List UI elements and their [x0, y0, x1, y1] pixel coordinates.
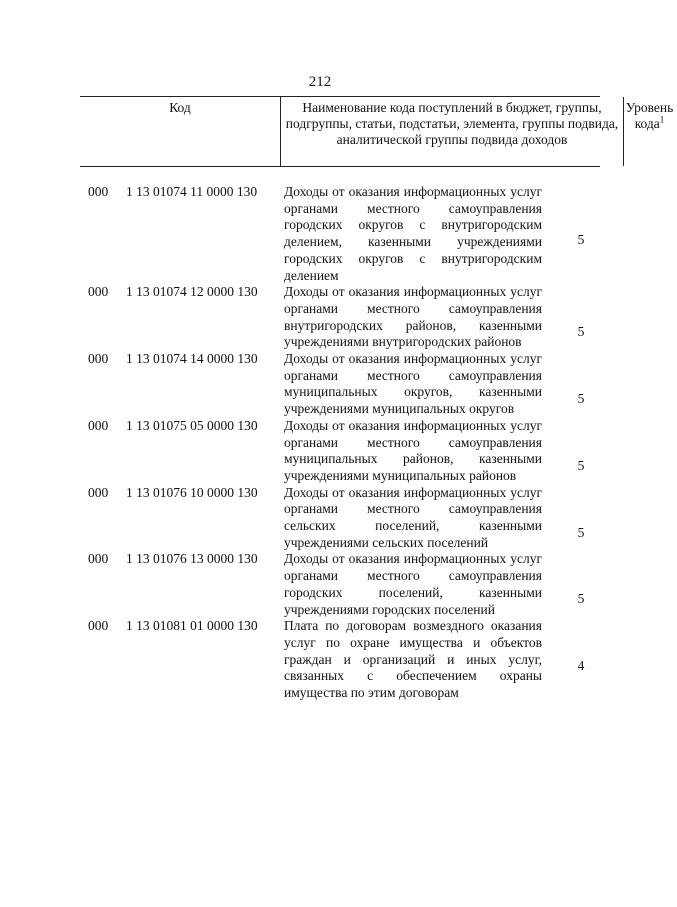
admin-code: 000 [88, 618, 109, 634]
code-level: 5 [577, 524, 585, 540]
code-level: 5 [577, 232, 585, 247]
table-body [88, 184, 600, 702]
admin-code: 000 [88, 484, 109, 500]
code-level: 4 [577, 658, 585, 674]
page-number: 212 [308, 74, 332, 90]
income-name: Доходы от оказания информационных услуг органами местного самоуправления городских поселений, казенными учреждениями городских поселений [284, 551, 542, 617]
table-row [88, 418, 600, 485]
income-name: Доходы от оказания информационных услуг органами местного самоуправления муниципальных районов, казенными учреждениями муниципальных районов [284, 417, 542, 483]
income-name: Плата по договорам возмездного оказания услуг по охране имущества и объектов граждан и организаций и иных услуг, связанных с обеспечением охраны имущества по этим договорам [284, 618, 542, 701]
table-row [88, 284, 600, 351]
table-row [88, 618, 600, 702]
table-row [88, 184, 600, 284]
income-name: Доходы от оказания информационных услуг органами местного самоуправления городских округов с внутригородским делением, казенными учреждениями городских округов с внутригородским делением [284, 184, 542, 283]
header-name: Наименование кода поступлений в бюджет, группы, подгруппы, статьи, подстатьи, элемента, группы подвида, аналитической группы подвида доходов [280, 97, 624, 166]
code-level: 5 [577, 324, 585, 340]
code-level: 5 [577, 591, 585, 607]
table-row [88, 551, 600, 618]
table-row [88, 351, 600, 418]
admin-code: 000 [88, 284, 109, 300]
income-name: Доходы от оказания информационных услуг органами местного самоуправления внутригородских районов, казенными учреждениями внутригородских районов [284, 284, 542, 350]
code-level: 5 [577, 457, 585, 473]
table-header [80, 96, 674, 167]
income-code: 1 13 01076 13 0000 130 [126, 551, 258, 567]
header-level [622, 100, 677, 166]
income-code: 1 13 01074 11 0000 130 [126, 184, 258, 199]
header-code: Код [169, 100, 191, 115]
table-row [88, 485, 600, 552]
admin-code: 000 [88, 184, 109, 199]
income-code: 1 13 01075 05 0000 130 [126, 417, 258, 433]
income-code: 1 13 01074 14 0000 130 [126, 351, 258, 367]
code-level: 5 [577, 391, 585, 407]
income-name: Доходы от оказания информационных услуг органами местного самоуправления муниципальных округов, казенными учреждениями муниципальных округов [284, 351, 542, 417]
admin-code: 000 [88, 417, 109, 433]
header-level-footnote: 1 [659, 114, 665, 125]
admin-code: 000 [88, 551, 109, 567]
header-level-label: Уровень кода [625, 100, 674, 131]
income-code: 1 13 01081 01 0000 130 [126, 618, 258, 634]
income-code: 1 13 01074 12 0000 130 [126, 284, 258, 300]
income-name: Доходы от оказания информационных услуг органами местного самоуправления сельских поселений, казенными учреждениями сельских поселений [284, 484, 542, 550]
income-code: 1 13 01076 10 0000 130 [126, 484, 258, 500]
admin-code: 000 [88, 351, 109, 367]
